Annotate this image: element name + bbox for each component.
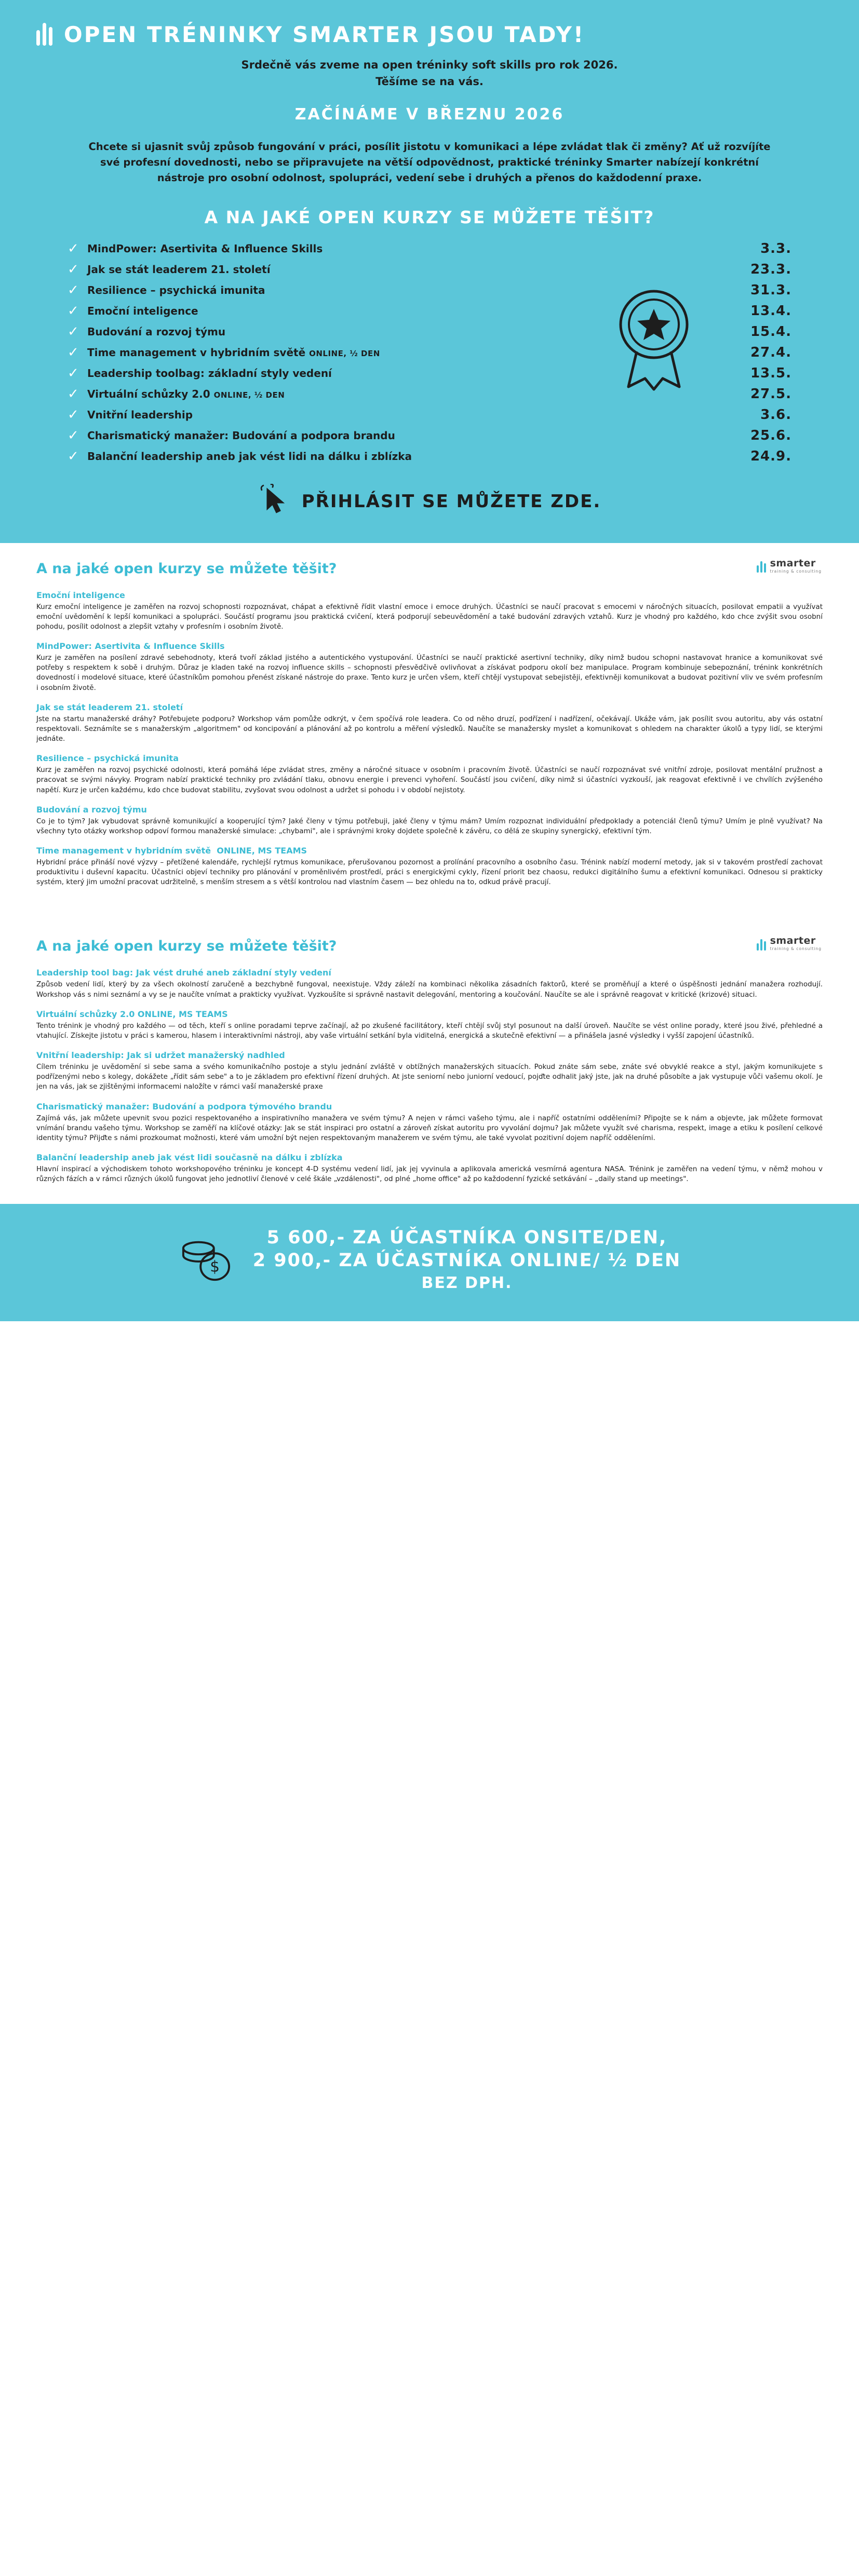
price-footer <box>0 1204 859 1321</box>
course-name: Virtuální schůzky 2.0 ONLINE, ½ DEN <box>87 387 285 400</box>
price-lines <box>253 1227 681 1294</box>
course-row[interactable] <box>68 262 791 277</box>
course-detail-text: Cílem tréninku je uvědomění si sebe sama a svého komunikačního postoje a stylu jednání zvláště v obtížných manažerských situacích. Pokud znáte sám sebe, znáte své obvyklé reakce a styl, jakým komunikujete s podřízenými nebo s kolegy, dokážete „řídit sám sebe" a to je základem pro efektivní řízení druhých. At jste seniorní nebo juniorní vedoucí, pojďte odhalit jaký jste, jak na druhé působíte a jak vystupuje vůči vašemu okolí. Je jen na vás, jak se zjištěnými informacemi naložíte v rámci vaší manažerské praxe <box>36 1063 823 1091</box>
check-icon: ✓ <box>68 240 79 256</box>
course-row[interactable] <box>68 428 791 443</box>
check-icon: ✓ <box>68 427 79 443</box>
check-icon: ✓ <box>68 303 79 319</box>
course-detail-text: Co je to tým? Jak vybudovat správně komunikující a kooperující tým? Jaké členy v týmu potřebuji, jaké členy v týmu mám? Umím rozpoznat individuální předpoklady a potenciál členů týmu? Umím je plně využívat? Na všechny tyto otázky workshop odpoví formou manažerské simulace: „chybami", ale i správnými kroky dojdete společně k závěru, co dělá ze skupiny synergický, efektivní tým. <box>36 817 823 835</box>
course-detail-block <box>36 590 823 632</box>
course-name: Emoční inteligence <box>87 304 198 317</box>
course-date: 13.5. <box>750 365 791 381</box>
course-detail-text: Způsob vedení lidí, který by za všech okolností zaručeně a bezchybně fungoval, neexistuje. Vždy záleží na kombinaci několika zásadních faktorů, které se proměňují a které o úspěšnosti jednání manažera rozhodují. Workshop vás s nimi seznámí a vy se je naučíte vnímat a prakticky využívat. Vyzkoušíte si správně nastavit delegování, mentoring a koučování. Naučíte se ale i správně reagovat v kritické (krizové) situaci. <box>36 980 823 999</box>
course-name: Vnitřní leadership <box>87 408 193 421</box>
course-detail-text: Kurz emoční inteligence je zaměřen na rozvoj schopnosti rozpoznávat, chápat a efektivně řídit vlastní emoce i emoce druhých. Účastníci se naučí pracovat s emocemi v náročných situacích, posilovat empatii a využívat emoční uvědomění k lepší komunikaci a spolupráci. Součástí programu jsou praktická cvičení, která podporují sebeuvědomění a také budování zdravých vztahů. Kurz je vhodný pro každého, kdo chce zvýšit svou osobní pohodu, posílit odolnost a zlepšit vztahy v profesním i osobním životě. <box>36 602 823 631</box>
section-heading: A na jaké open kurzy se můžete těšit? <box>36 938 337 955</box>
course-name: MindPower: Asertivita & Influence Skills <box>87 242 323 255</box>
course-detail-block <box>36 805 823 836</box>
course-row[interactable] <box>68 449 791 464</box>
signup-cta[interactable] <box>36 484 823 519</box>
course-detail-block <box>36 968 823 999</box>
course-tag: ONLINE, ½ DEN <box>309 348 380 358</box>
hero-title-row <box>36 21 823 48</box>
course-detail-text: Tento trénink je vhodný pro každého — od těch, kteří s online poradami teprve začínají, až po zkušené facilitátory, kteří chtějí svůj styl posunout na další úroveň. Naučíte se vést online porady, které jsou živé, přehledné a vtahující. Získejte jistotu v práci s kamerou, hlasem i interaktivními nástroji, aby vaše virtuální setkání byla viditelná, energická a skutečně efektivní — a přinášela jasné výsledky i vyšší zapojení účastníků. <box>36 1021 823 1040</box>
course-detail-block <box>36 753 823 795</box>
cursor-click-icon <box>258 484 291 519</box>
smarter-logo <box>757 936 822 951</box>
course-detail-title: Virtuální schůzky 2.0 ONLINE, MS TEAMS <box>36 1009 228 1019</box>
course-row[interactable] <box>68 407 791 423</box>
course-detail-text: Kurz je zaměřen na posílení zdravé sebehodnoty, která tvoří základ jistého a autentického vystupování. Účastníci se naučí praktické asertivní techniky, díky nimž budou schopni nastavovat hranice a komunikovat své potřeby s respektem k sobě i druhým. Důraz je kladen také na rozvoj influence skills – schopnosti přesvědčivě ovlivňovat a získávat podporu okolí bez manipulace. Program kombinuje sebepoznání, trénink konkrétních dovedností i modelové situace, které účastníkům pomohou přenést získané nástroje do praxe. Tento kurz je určen všem, kteří chtějí vystupovat sebejistěji, efektivněji komunikovat a budovat pozitivní vliv ve svém profesním i osobním životě. <box>36 654 823 692</box>
check-icon: ✓ <box>68 261 79 277</box>
page-title: OPEN TRÉNINKY SMARTER JSOU TADY! <box>64 21 585 47</box>
course-name: Jak se stát leaderem 21. století <box>87 263 271 276</box>
logo-name: smarter <box>770 557 816 569</box>
course-name: Time management v hybridním světě ONLINE, ½ DEN <box>87 346 380 359</box>
course-row[interactable] <box>68 282 791 298</box>
course-date: 31.3. <box>750 282 791 298</box>
course-detail-title: Resilience – psychická imunita <box>36 753 179 764</box>
course-tag: ONLINE, ½ DEN <box>213 390 285 400</box>
logo-tagline: training & consulting <box>770 946 822 952</box>
course-detail-block <box>36 1050 823 1092</box>
courses-heading: A NA JAKÉ OPEN KURZY SE MŮŽETE TĚŠIT? <box>204 207 655 227</box>
hero-paragraph: Chcete si ujasnit svůj způsob fungování v práci, posílit jistotu v komunikaci a lépe zvládat tlak či změny? Ať už rozvíjíte své profesní dovednosti, nebo se připravujete na větší odpovědnost, praktické tréninky Smarter nabízejí konkrétní nástroje pro osobní odolnost, spolupráci, vedení sebe i druhých a přenos do každodenní praxe. <box>88 141 771 184</box>
course-detail-title: Budování a rozvoj týmu <box>36 804 147 815</box>
check-icon: ✓ <box>68 323 79 340</box>
course-detail-title: Vnitřní leadership: Jak si udržet manažerský nadhled <box>36 1050 285 1061</box>
course-name: Balanční leadership aneb jak vést lidi na dálku i zblízka <box>87 450 412 463</box>
price-online: 2 900,- ZA ÚČASTNÍKA ONLINE/ ½ DEN <box>252 1250 681 1271</box>
course-date: 15.4. <box>750 323 791 340</box>
logo-tagline: training & consulting <box>770 568 822 574</box>
course-detail-tag: ONLINE, MS TEAMS <box>217 846 307 856</box>
course-detail-title: Jak se stát leaderem 21. století <box>36 702 183 712</box>
course-detail-title: MindPower: Asertivita & Influence Skills <box>36 641 225 652</box>
check-icon: ✓ <box>68 386 79 402</box>
hero-section <box>0 0 859 543</box>
courses-detail-section-1 <box>0 543 859 907</box>
course-row[interactable] <box>68 324 791 340</box>
signup-cta-label: PŘIHLÁSIT SE MŮŽETE ZDE. <box>301 491 601 512</box>
course-row[interactable] <box>68 241 791 256</box>
course-detail-title: Time management v hybridním světě ONLINE, MS TEAMS <box>36 846 307 856</box>
course-name: Leadership toolbag: základní styly vedení <box>87 367 332 379</box>
course-detail-text: Hybridní práce přináší nové výzvy – přetížené kalendáře, rychlejší rytmus komunikace, přerušovanou pozornost a prolínání pracovního a osobního času. Trénink nabízí moderní metody, jak si v takovém prostředí zachovat produktivitu i duševní kapacitu. Účastníci objeví techniky pro plánování v proměnlivém prostředí, práci s energickými cykly, řízení priorit bez chaosu, redukci digitálního šumu a efektivní komunikaci. Odnesou si prakticky systém, který jim umožní pracovat udržitelně, s menším stresem a s větší kontrolou nad vlastním časem — bez ohledu na to, odkud právě pracují. <box>36 858 823 887</box>
check-icon: ✓ <box>68 365 79 381</box>
course-detail-block <box>36 1102 823 1143</box>
logo-bars-icon <box>757 937 766 951</box>
hero-subtitle-line2: Těšíme se na vás. <box>375 75 484 88</box>
course-date: 27.5. <box>750 386 791 402</box>
course-name: Resilience – psychická imunita <box>87 283 265 296</box>
course-date: 13.4. <box>750 303 791 319</box>
svg-text:$: $ <box>210 1257 220 1276</box>
course-date: 25.6. <box>750 427 791 443</box>
course-date: 24.9. <box>750 448 791 464</box>
course-name: Budování a rozvoj týmu <box>87 325 226 338</box>
quote-bars-icon <box>36 21 52 48</box>
course-row[interactable] <box>68 345 791 360</box>
course-date: 3.3. <box>760 240 791 256</box>
logo-bars-icon <box>757 559 766 573</box>
course-detail-text: Zajímá vás, jak můžete upevnit svou pozici respektovaného a inspirativního manažera ve svém týmu? A nejen v rámci vašeho týmu, ale i napříč ostatními odděleními? Připojte se k nám a objevte, jak můžete formovat vnímání brandu vašeho týmu. Workshop se zaměří na klíčové otázky: Jak se stát inspiraci pro ostatní a zároveň získat autoritu pro vyvolání dojmu? Jak můžete využít své charisma, respekt, image a etiku k posílení celkové identity týmu? Přijďte s námi prozkoumat možnosti, které vám umožní být nejen respektovaným manažerem ve svém týmu, ale také vyvolat pozitivní dojem napříč odděleními. <box>36 1114 823 1142</box>
hero-subtitle-line1: Srdečně vás zveme na open tréninky soft skills pro rok 2026. <box>241 59 618 71</box>
course-detail-title: Emoční inteligence <box>36 590 125 600</box>
course-detail-block <box>36 846 823 887</box>
course-name: Charismatický manažer: Budování a podpora brandu <box>87 429 395 442</box>
course-date: 27.4. <box>750 344 791 360</box>
section-divider <box>0 907 859 920</box>
money-coins-icon <box>178 1234 235 1287</box>
logo-name: smarter <box>770 935 816 947</box>
check-icon: ✓ <box>68 448 79 464</box>
check-icon: ✓ <box>68 406 79 423</box>
course-date: 23.3. <box>750 261 791 277</box>
course-detail-block <box>36 702 823 744</box>
course-row[interactable] <box>68 365 791 381</box>
check-icon: ✓ <box>68 344 79 360</box>
start-banner: ZAČÍNÁME V BŘEZNU 2026 <box>294 105 565 124</box>
course-detail-title: Leadership tool bag: Jak vést druhé aneb základní styly vedení <box>36 968 331 978</box>
course-detail-text: Hlavní inspirací a východiskem tohoto workshopového tréninku je koncept 4-D systému vedení lidí, jak jej vyvinula a aplikovala americká vesmírná agentura NASA. Trénink je zaměřen na vedení týmu, v němž mohou v různých fázích a v rámci různých úkolů fungovat jeho jednotliví členové v celé škále „vzdálenosti", od plné „home office" až po každodenní fyzické setkávání – „daily stand up meetings". <box>36 1165 823 1184</box>
course-detail-block <box>36 1009 823 1041</box>
hero-subtitle <box>36 57 823 90</box>
price-onsite: 5 600,- ZA ÚČASTNÍKA ONSITE/DEN, <box>266 1227 667 1249</box>
course-detail-text: Jste na startu manažerské dráhy? Potřebujete podporu? Workshop vám pomůže odkrýt, v čem spočívá role leadera. Co od něho druzí, podřízení i nadřízení, očekávají. Ukáže vám, jak posílit svou autoritu, aby vás ostatní respektovali. Seznámíte se s manažerským „algoritmem" od koncipování a plánování až po kontrolu a měření výsledků. Naučíte se manažersky myslet a komunikovat s ohledem na charakter úkolů a typy lidí, se kterými jednáte. <box>36 714 823 743</box>
course-date: 3.6. <box>760 406 791 423</box>
course-detail-title: Charismatický manažer: Budování a podpora týmového brandu <box>36 1101 332 1111</box>
course-detail-title: Balanční leadership aneb jak vést lidi současně na dálku i zblízka <box>36 1153 343 1163</box>
course-detail-block <box>36 1153 823 1184</box>
course-row[interactable] <box>68 303 791 319</box>
course-detail-text: Kurz je zaměřen na rozvoj psychické odolnosti, která pomáhá lépe zvládat stres, změny a náročné situace v osobním i pracovním životě. Účastníci se naučí rozpoznávat své vnitřní zdroje, posilovat mentální pružnost a pracovat se svými návyky. Program nabízí praktické techniky pro zvládání tlaku, obnovu energie i prevenci vyhoření. Součástí jsou cvičení, díky nimž si účastníci vyzkouší, jak reagovat efektivně i ve chvílích zvýšeného napětí. Kurz je určen každému, kdo chce budovat stabilitu, zvyšovat svou odolnost a udržet si pohodu i v období nejistoty. <box>36 766 823 794</box>
check-icon: ✓ <box>68 282 79 298</box>
price-vat-note: BEZ DPH. <box>421 1273 513 1292</box>
course-detail-block <box>36 641 823 693</box>
courses-detail-section-2 <box>0 920 859 1204</box>
section-heading: A na jaké open kurzy se můžete těšit? <box>36 560 337 577</box>
course-row[interactable] <box>68 386 791 402</box>
smarter-logo <box>757 559 822 574</box>
course-list <box>68 241 791 464</box>
